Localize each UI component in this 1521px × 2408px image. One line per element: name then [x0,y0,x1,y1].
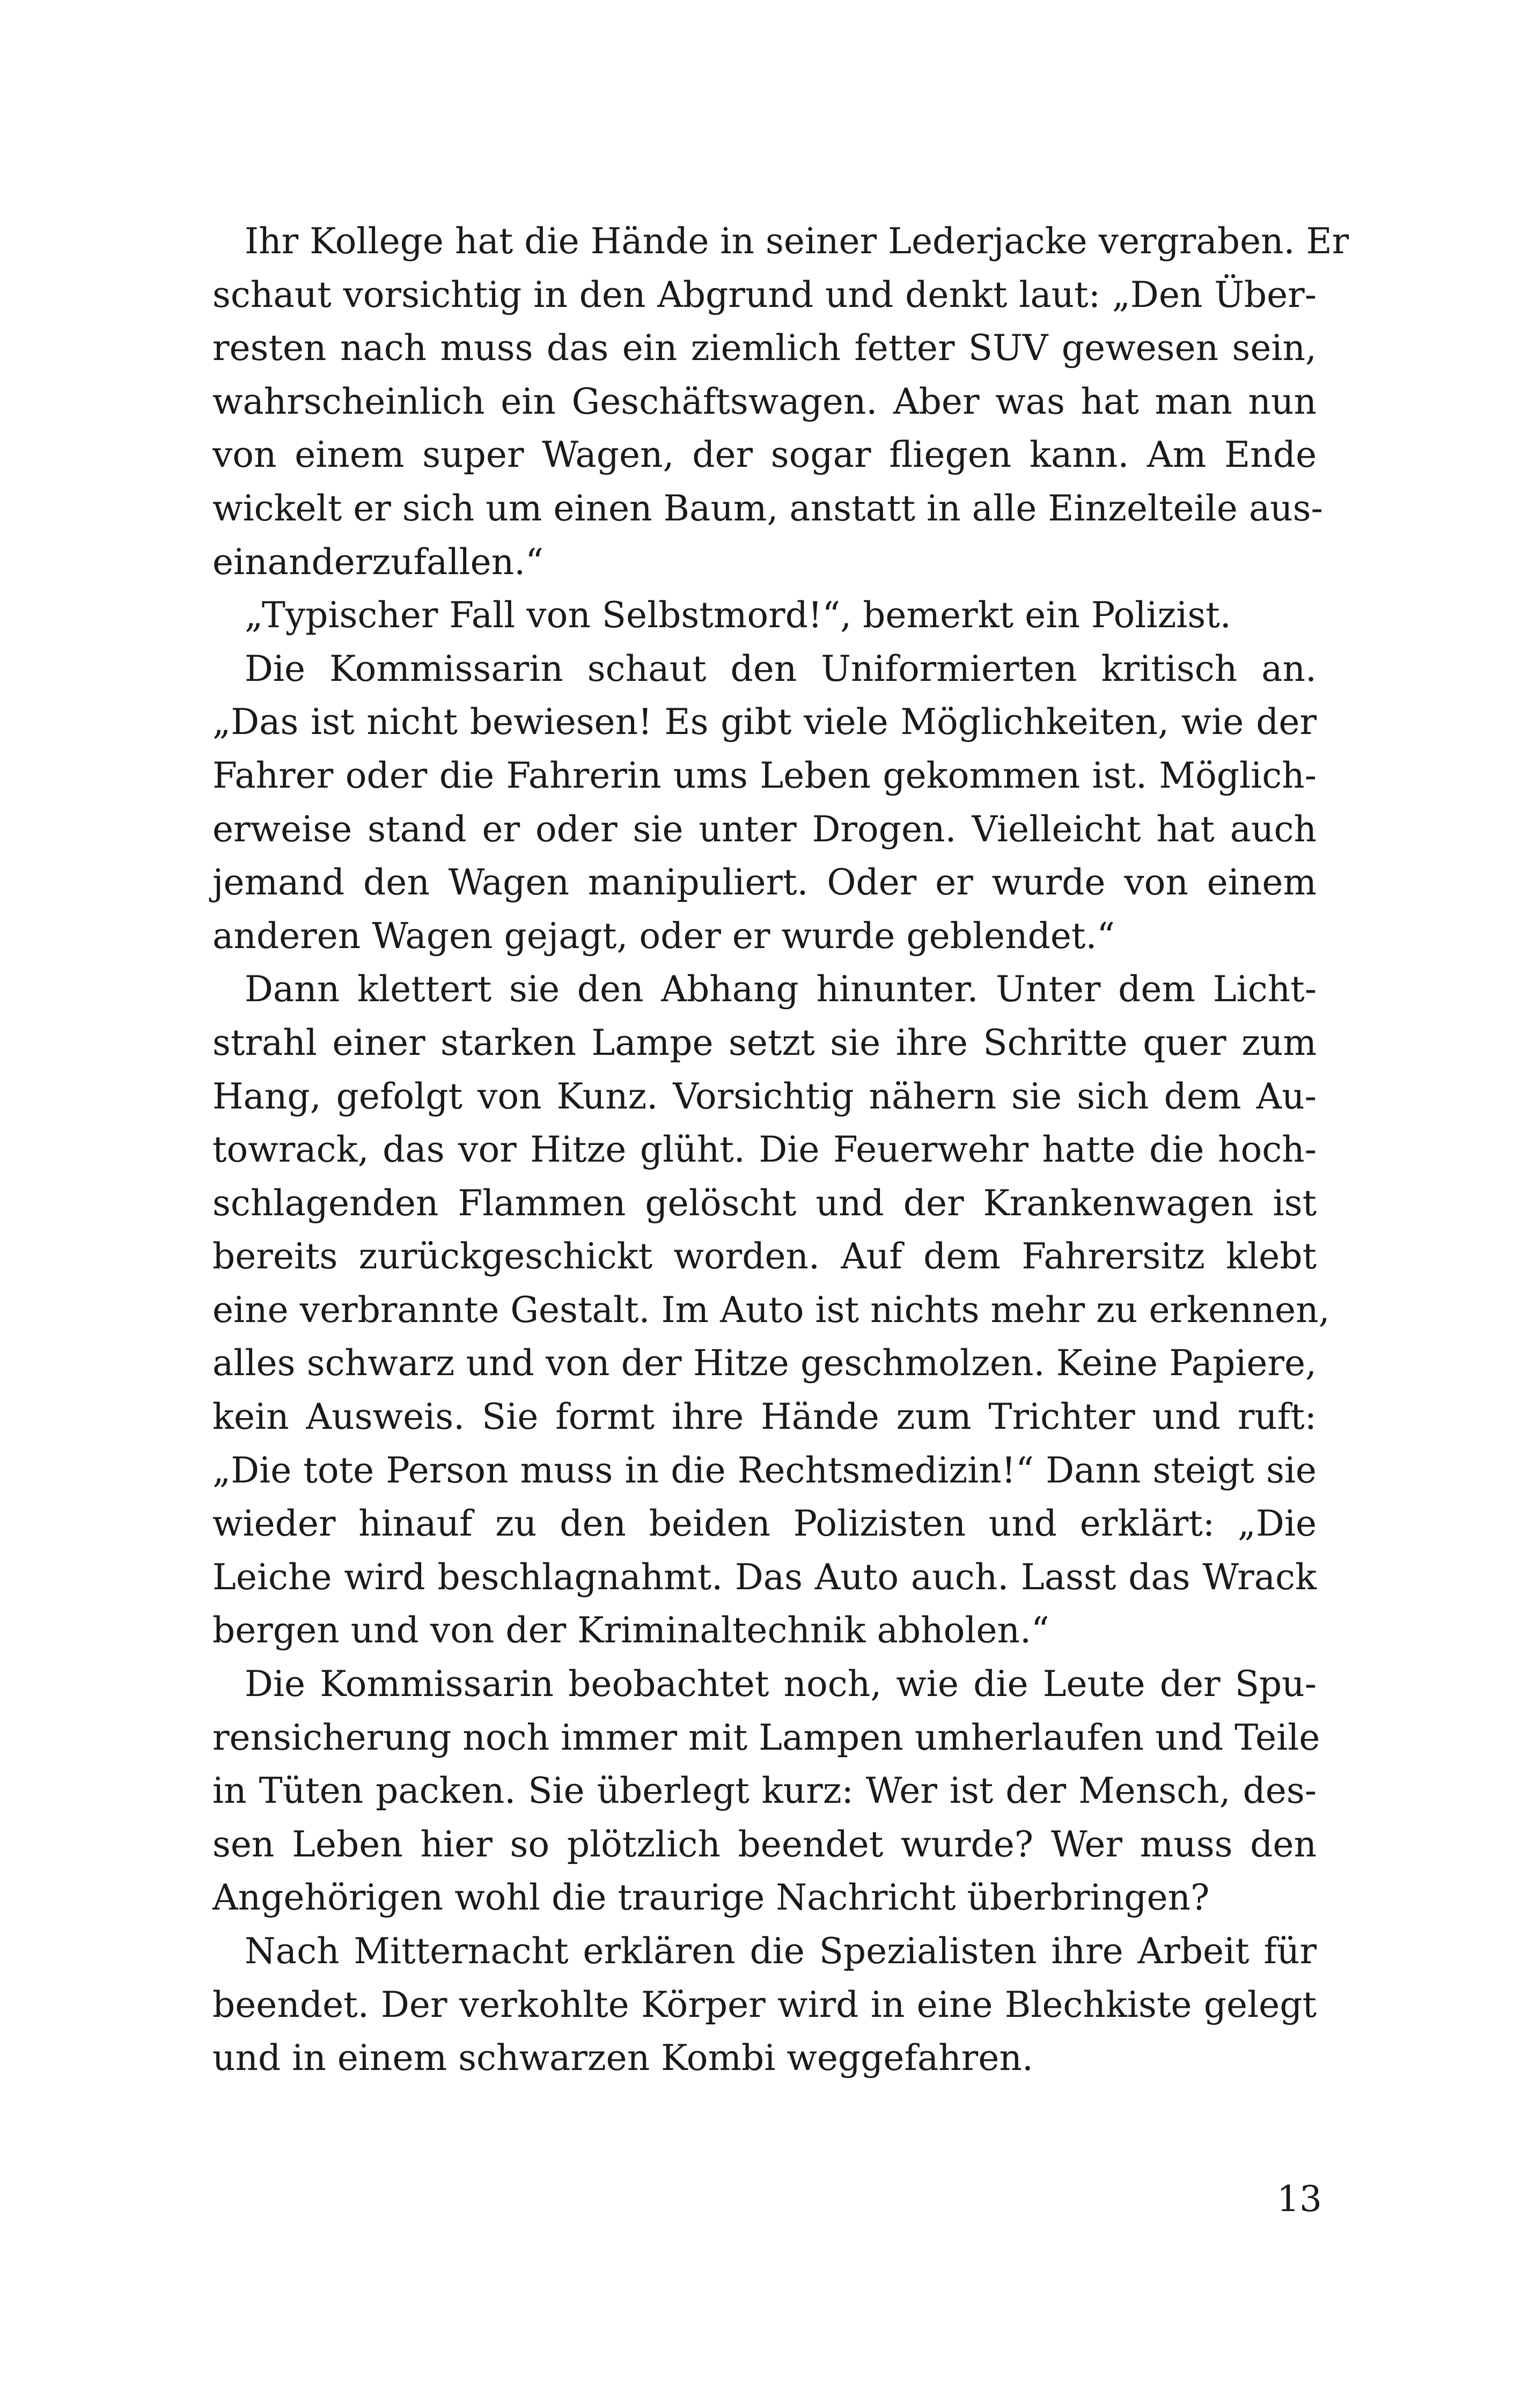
text-line: Fahrer oder die Fahrerin ums Leben gekommen ist. Möglich- [212,754,1317,796]
text-line: bergen und von der Kriminaltechnik abholen.“ [212,1610,1049,1651]
text-line: „Die tote Person muss in die Rechtsmedizin!“ Dann steigt sie [212,1449,1317,1491]
text-line: kein Ausweis. Sie formt ihre Hände zum Trichter und ruft: [212,1396,1317,1438]
text-line: Leiche wird beschlagnahmt. Das Auto auch. Lasst das Wrack [212,1556,1317,1598]
text-line: anderen Wagen gejagt, oder er wurde geblendet.“ [212,915,1115,957]
text-line: Angehörigen wohl die traurige Nachricht überbringen? [212,1877,1210,1919]
text-line: sen Leben hier so plötzlich beendet wurde? Wer muss den [212,1823,1317,1865]
text-line: „Das ist nicht bewiesen! Es gibt viele Möglichkeiten, wie der [212,701,1317,743]
page-number: 13 [1277,2178,1322,2220]
text-line: rensicherung noch immer mit Lampen umherlaufen und Teile [212,1716,1320,1758]
paragraph [212,963,1330,1657]
text-line: strahl einer starken Lampe setzt sie ihre Schritte quer zum [212,1022,1317,1063]
text-line: Die Kommissarin schaut den Uniformierten kritisch an. [245,648,1317,689]
text-line: Dann klettert sie den Abhang hinunter. Unter dem Licht- [245,968,1317,1010]
text-line: schlagenden Flammen gelöscht und der Krankenwagen ist [212,1182,1317,1224]
paragraph [212,215,1349,589]
text-line: erweise stand er oder sie unter Drogen. Vielleicht hat auch [212,808,1317,850]
text-line: „Typischer Fall von Selbstmord!“, bemerkt ein Polizist. [245,594,1231,636]
text-line: einanderzufallen.“ [212,541,543,583]
text-line: Nach Mitternacht erklären die Spezialisten ihre Arbeit für [245,1930,1317,1972]
text-line: towrack, das vor Hitze glüht. Die Feuerwehr hatte die hoch- [212,1129,1317,1171]
text-line: und in einem schwarzen Kombi weggefahren. [212,2037,1033,2079]
paragraph [212,642,1317,963]
text-line: alles schwarz und von der Hitze geschmolzen. Keine Papiere, [212,1342,1317,1384]
text-line: jemand den Wagen manipuliert. Oder er wurde von einem [212,862,1317,904]
text-line: Hang, gefolgt von Kunz. Vorsichtig nähern sie sich dem Au- [212,1075,1317,1117]
text-line: Ihr Kollege hat die Hände in seiner Lederjacke vergraben. Er [245,221,1349,262]
text-line: bereits zurückgeschickt worden. Auf dem Fahrersitz klebt [212,1236,1317,1278]
text-line: Die Kommissarin beobachtet noch, wie die Leute der Spu- [245,1663,1317,1705]
text-line: beendet. Der verkohlte Körper wird in eine Blechkiste gelegt [212,1984,1317,2025]
text-line: wickelt er sich um einen Baum, anstatt in alle Einzelteile aus- [212,487,1323,529]
text-line: von einem super Wagen, der sogar fliegen kann. Am Ende [212,434,1317,476]
paragraph [212,1925,1317,2085]
body-text [212,215,1349,2085]
paragraph [212,589,1317,642]
text-line: eine verbrannte Gestalt. Im Auto ist nichts mehr zu erkennen, [212,1289,1330,1331]
text-line: wieder hinauf zu den beiden Polizisten und erklärt: „Die [212,1503,1317,1545]
text-line: schaut vorsichtig in den Abgrund und denkt laut: „Den Über- [212,274,1317,315]
text-line: in Tüten packen. Sie überlegt kurz: Wer ist der Mensch, des- [212,1770,1317,1812]
text-line: resten nach muss das ein ziemlich fetter SUV gewesen sein, [212,327,1317,369]
paragraph [212,1657,1320,1925]
text-line: wahrscheinlich ein Geschäftswagen. Aber was hat man nun [212,380,1317,422]
